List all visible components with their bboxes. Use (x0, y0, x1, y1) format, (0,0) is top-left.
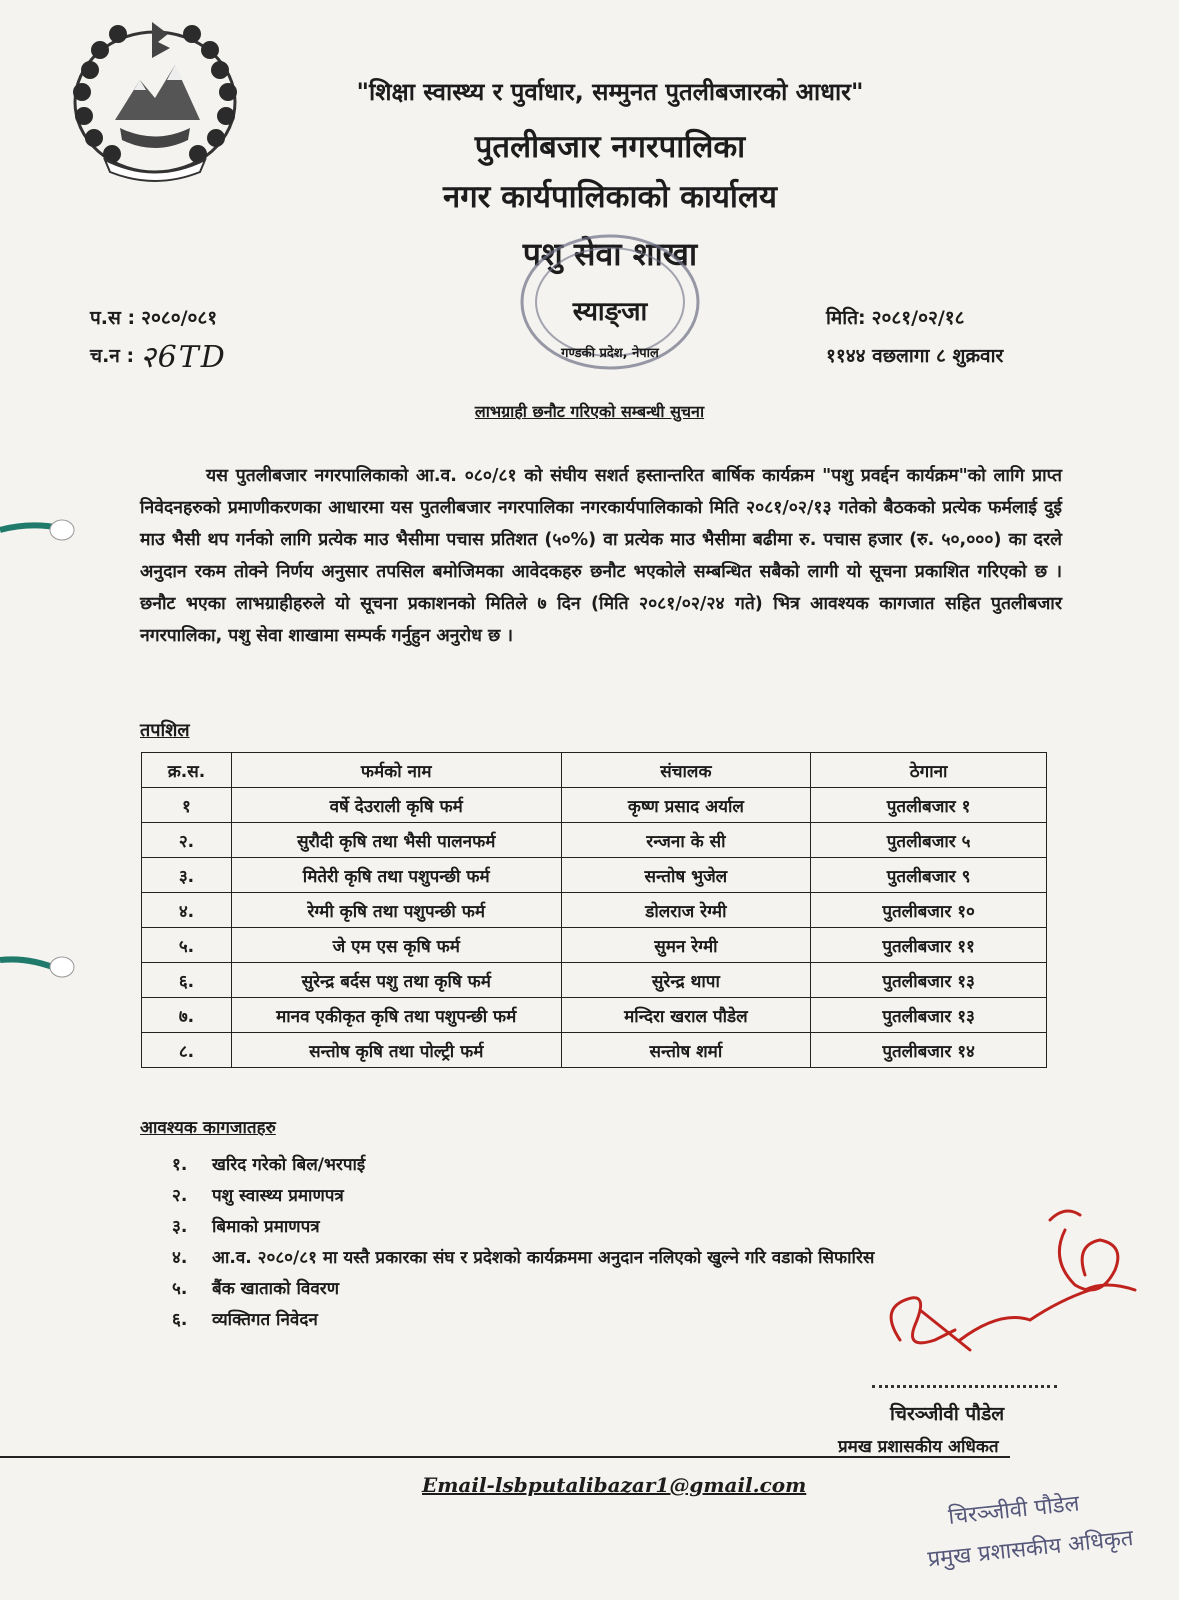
serial-cell: ६. (142, 963, 232, 998)
operator-cell: सुमन रेग्मी (561, 928, 811, 963)
address-cell: पुतलीबजार १ (811, 788, 1047, 823)
farm-name-cell: सुरौदी कृषि तथा भैसी पालनफर्म (231, 823, 561, 858)
serial-cell: १ (142, 788, 232, 823)
list-item-text: बिमाको प्रमाणपत्र (212, 1217, 320, 1237)
farm-name-cell: सुरेन्द्र बर्दस पशु तथा कृषि फर्म (231, 963, 561, 998)
address-cell: पुतलीबजार ९ (811, 858, 1047, 893)
table-row (142, 788, 1047, 823)
list-item-text: बैंक खाताको विवरण (212, 1279, 340, 1299)
date-row (826, 298, 1003, 336)
column-header: संचालक (561, 753, 811, 788)
table-header-row (142, 753, 1047, 788)
address-cell: पुतलीबजार १३ (811, 998, 1047, 1033)
table-row (142, 1033, 1047, 1068)
signature-icon (860, 1190, 1150, 1380)
address-cell: पुतलीबजार १० (811, 893, 1047, 928)
list-item (172, 1303, 874, 1334)
farm-name-cell: रेग्मी कृषि तथा पशुपन्छी फर्म (231, 893, 561, 928)
footer-divider (0, 1456, 1010, 1458)
table-row (142, 858, 1047, 893)
date-block (826, 298, 1003, 374)
binding-thread-icon (0, 935, 90, 995)
date-bs: ११४४ वछलागा ८ शुक्रवार (826, 345, 1004, 367)
address-cell: पुतलीबजार ५ (811, 823, 1047, 858)
address-cell: पुतलीबजार ११ (811, 928, 1047, 963)
column-header: फर्मको नाम (231, 753, 561, 788)
list-item-number: ६. (172, 1310, 188, 1330)
list-item-number: ४. (172, 1248, 188, 1268)
date-bs-row (826, 336, 1003, 374)
list-item (172, 1148, 874, 1179)
address-cell: पुतलीबजार १४ (811, 1033, 1047, 1068)
reference-block (90, 298, 227, 374)
dispatch-number: २6TD (140, 339, 227, 375)
operator-cell: सुरेन्द्र थापा (561, 963, 811, 998)
table-row (142, 823, 1047, 858)
province-name: गण्डकी प्रदेश, नेपाल (561, 346, 659, 361)
operator-cell: सन्तोष भुजेल (561, 858, 811, 893)
notice-body: यस पुतलीबजार नगरपालिकाको आ.व. ०८०/८१ को संघीय सशर्त हस्तान्तरित बार्षिक कार्यक्रम "पशु प्रवर्द्दन कार्यक्रम"को लागि प्राप्त निवेदनहरुको प्रमाणीकरणका आधारमा यस पुतलीबजार नगरपालिका नगरकार्यपालिकाको मिति २०८१/०२/१३ गतेको बैठकको प्रत्येक फर्मलाई दुई माउ भैसी थप गर्नको लागि प्रत्येक माउ भैसीमा पचास प्रतिशत (५०%) वा प्रत्येक माउ भैसीमा बढीमा रु. पचास हजार (रु. ५०,०००) का दरले अनुदान रकम तोक्ने निर्णय अनुसार तपसिल बमोजिमका आवेदकहरु छनौट भएकोले सम्बन्धित सबैको लागी यो सूचना प्रकाशित गरिएको छ । छनौट भएका लाभग्राहीहरुले यो सूचना प्रकाशनको मितिले ७ दिन (मिति २०८१/०२/२४ गते) भित्र आवश्यक कागजात सहित पुतलीबजार नगरपालिका, पशु सेवा शाखामा सम्पर्क गर्नुहुन अनुरोध छ । (140, 466, 1062, 646)
list-item (172, 1272, 874, 1303)
operator-cell: डोलराज रेग्मी (561, 893, 811, 928)
letter-number: २०८०/०८१ (141, 307, 218, 329)
binding-thread-icon (0, 500, 90, 560)
district-name: स्याङ्जा (572, 297, 648, 327)
dispatch-number-label: च.न : (90, 345, 135, 367)
letter-number-label: प.स : (90, 307, 136, 329)
letter-number-row (90, 298, 227, 336)
list-item-text: आ.व. २०८०/८१ मा यस्तै प्रकारका संघ र प्रदेशको कार्यक्रममा अनुदान नलिएको खुल्ने गरि वडाको सिफारिस (212, 1248, 875, 1268)
government-emblem-icon (60, 10, 250, 185)
notice-title (0, 400, 1179, 422)
list-item-text: व्यक्तिगत निवेदन (212, 1310, 318, 1330)
serial-cell: ३. (142, 858, 232, 893)
footer-email: Email-lsbputalibazar1@gmail.com (422, 1473, 807, 1497)
signatory-title: प्रमख प्रशासकीय अधिकत (838, 1437, 999, 1457)
stamp-title-text: प्रमुख प्रशासकीय अधिकृत (926, 1525, 1135, 1573)
table-row (142, 998, 1047, 1033)
serial-cell: ५. (142, 928, 232, 963)
list-item-number: २. (172, 1186, 188, 1206)
farm-name-cell: सन्तोष कृषि तथा पोल्ट्री फर्म (231, 1033, 561, 1068)
table-row (142, 963, 1047, 998)
designation-stamp-icon (920, 1472, 1170, 1582)
column-header: क्र.स. (142, 753, 232, 788)
list-item (172, 1241, 874, 1272)
farm-name-cell: जे एम एस कृषि फर्म (231, 928, 561, 963)
signatory-name: चिरञ्जीवी पौडेल (890, 1403, 1005, 1425)
serial-cell: ८. (142, 1033, 232, 1068)
serial-cell: २. (142, 823, 232, 858)
documents-title: आवश्यक कागजातहरु (140, 1118, 276, 1138)
operator-cell: कृष्ण प्रसाद अर्याल (561, 788, 811, 823)
column-header: ठेगाना (811, 753, 1047, 788)
list-item (172, 1210, 874, 1241)
serial-cell: ७. (142, 998, 232, 1033)
serial-cell: ४. (142, 893, 232, 928)
table-row (142, 893, 1047, 928)
dispatch-number-row (90, 336, 227, 374)
list-item-text: पशु स्वास्थ्य प्रमाणपत्र (212, 1186, 344, 1206)
list-item (172, 1179, 874, 1210)
farm-name-cell: मितेरी कृषि तथा पशुपन्छी फर्म (231, 858, 561, 893)
operator-cell: मन्दिरा खराल पौडेल (561, 998, 811, 1033)
slogan: "शिक्षा स्वास्थ्य र पुर्वाधार, सम्मुनत पुतलीबजारको आधार" (356, 78, 864, 106)
date-value: २०८१/०२/१८ (871, 307, 965, 329)
table-title: तपशिल (140, 720, 190, 741)
branch-name: पशु सेवा शाखा (522, 235, 698, 273)
table-row (142, 928, 1047, 963)
operator-cell: रन्जना के सी (561, 823, 811, 858)
stamp-name-text: चिरञ्जीवी पौडेल (947, 1491, 1081, 1530)
documents-list (172, 1148, 874, 1334)
organization-name: पुतलीबजार नगरपालिका (474, 129, 746, 165)
date-label: मिति: (826, 307, 866, 329)
address-cell: पुतलीबजार १३ (811, 963, 1047, 998)
list-item-number: ३. (172, 1217, 188, 1237)
notice-title-text: लाभग्राही छनौट गरिएको सम्बन्धी सुचना (474, 402, 705, 421)
farm-name-cell: वर्षे देउराली कृषि फर्म (231, 788, 561, 823)
list-item-number: ५. (172, 1279, 188, 1299)
office-name: नगर कार्यपालिकाको कार्यालय (443, 179, 777, 215)
operator-cell: सन्तोष शर्मा (561, 1033, 811, 1068)
signature-line (872, 1385, 1057, 1388)
farm-name-cell: मानव एकीकृत कृषि तथा पशुपन्छी फर्म (231, 998, 561, 1033)
list-item-number: १. (172, 1155, 188, 1175)
list-item-text: खरिद गरेको बिल/भरपाई (212, 1155, 366, 1175)
beneficiary-table (141, 752, 1047, 1068)
